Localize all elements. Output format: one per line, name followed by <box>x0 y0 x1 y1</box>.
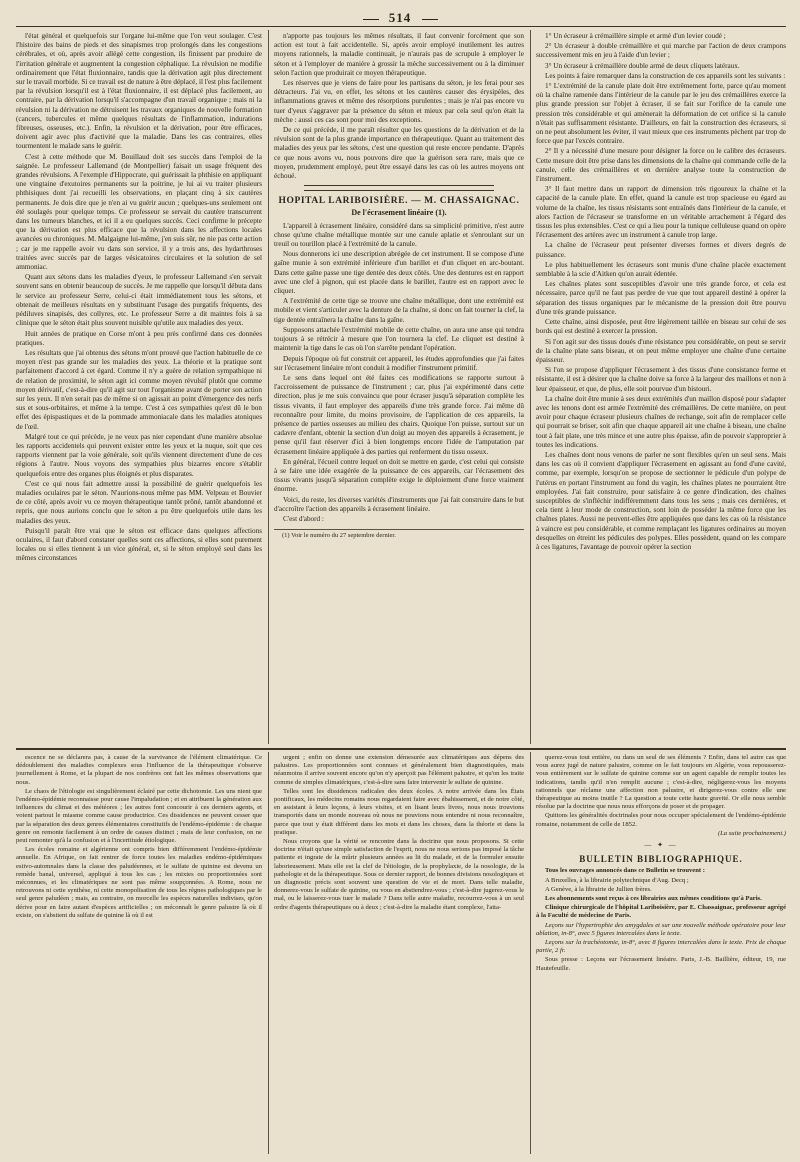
paragraph: 2° Un écraseur à double crémaillère et qui marche par l'action de deux crampons successivement mis en jeu à l'aide d'un levier ; <box>536 42 786 60</box>
bulletin-intro-line: A Bruxelles, à la librairie polytechnique d'Aug. Decq ; <box>545 876 689 884</box>
paragraph: Voici, du reste, les diverses variétés d'instruments que j'ai fait construire dans le but d'accroître l'action des appareils à écrasement linéaire. <box>274 495 524 513</box>
paragraph: Le sens dans lequel ont été faites ces modifications se rapporte surtout à l'accroissement de puissance de l'instrument ; car, plus j'ai expérimenté dans cette direction, plus je me suis convaincu que pour écraser jusqu'à séparation complète les tissus vivants, il faut employer des appareils d'une très grande force. J'ai même dû reconnaître pour limite, du moins provisoire, de l'application de ces appareils, la présence de parties osseuses au milieu des chairs. Quoique l'on puisse, surtout sur un cadavre d'enfant, obtenir la section d'un doigt au moyen des appareils à écrasement, je pense qu'il faut réserver d'ici à bien longtemps encore l'idée de l'amputation par écrasement linéaire appliquée à des parties qui renferment du tissu osseux. <box>274 373 524 456</box>
paragraph: C'est d'abord : <box>283 514 324 523</box>
section-separator <box>304 185 494 191</box>
paragraph: Le plus habituellement les écraseurs sont munis d'une chaîne placée exactement semblable à la scie d'Aitken qu'on aurait édentée. <box>536 260 786 279</box>
paragraph: A l'extrémité de cette tige se trouve une chaîne métallique, dont une extrémité est mobile et vient s'articuler avec la denture de la chaîne, si donc on fait tourner la clef, la tige dentée entraînera la chaîne dans la gaîne. <box>274 297 524 324</box>
paragraph: Cette chaîne, ainsi disposée, peut être légèrement taillée en biseau sur celui de ses bords qui est destiné à exercer la pression. <box>536 318 786 336</box>
column-divider <box>530 30 531 744</box>
paragraph: Depuis l'époque où fut construit cet appareil, les études approfondies que j'ai faites sur l'écrasement linéaire m'ont conduit à modifier l'instrument primitif. <box>274 354 524 372</box>
paragraph: Si l'on agit sur des tissus doués d'une résistance peu considérable, on peut se servir de la chaîne plate sans biseau, et on peut même employer une chaîne d'une certaine épaisseur. <box>536 337 786 364</box>
paragraph: Telles sont les dissidences radicales des deux écoles. A notre arrivée dans les États pontificaux, les médecins romains nous regardaient faire avec ébahissement, et de notre côté, en assistant à leurs leçons, à leurs visites, et en lisant leurs livres, nous nous trouvions transportés dans un monde nouveau où nous ne pouvions nous entendre ni nous reconnaître, parce que tout y était différent dans les mots et dans les choses, dans la théorie et dans la pratique. <box>274 787 524 836</box>
paragraph: L'appareil à écrasement linéaire, considéré dans sa simplicité primitive, n'est autre chose qu'une chaîne métallique montée sur une canule aplatie et s'enroulant sur un treuil ou tourillon placé à l'extrémité de la canule. <box>274 221 524 249</box>
paragraph: 2° Il y a nécessité d'une mesure pour désigner la force ou le calibre des écraseurs. Cette mesure doit être prise dans les dimensions de la chaîne qui commande celle de la canule, celle des crémaillères et en dernière analyse toute la construction de l'instrument. <box>536 147 786 184</box>
paragraph: querez-vous tout entière, ou dans un seul de ses éléments ? Enfin, dans tel autre cas que vous aurez jugé de nature palustre, comme on le fait toujours en Algérie, vous repousserez-vous entièrement sur le sulfate de quinine comme sur un agent capable de remplir toutes les indications, tandis qu'il n'en remplit aucune ; c'est-à-dire, négligerez-vous les moyens rationnels que réclame une affection non palustre, et dirigerez-vous contre elle une thérapeutique au moins inutile ? La question a toute cette haute gravité. Or elle nous semble résolue par la doctrine que nous nous efforçons de poser et de propager. <box>536 754 786 811</box>
paragraph: 1° Un écraseur à crémaillère simple et armé d'un levier coudé ; <box>545 32 726 40</box>
paragraph: Le chaos de l'étiologie est singulièrement éclairé par cette dichotomie. Les uns nient que l'endémo-épidémie reconnaisse pour cause l'impaludation ; et en attribuent la génération aux influences du climat et des météores ; les autres font concourir à ces derniers agents, et voient partout le miasme comme cause productrice. Ces dissidences ne peuvent cesser que par la séparation des deux genres élémentaires constitutifs de l'endémo-épidémie : de chaque genre on remonte facilement à un ordre de causes distinct ; mais de leur confusion, on ne peut remonter qu'à la confusion et à l'incertitude étiologique. <box>16 787 262 845</box>
paragraph: Huit années de pratique en Corse m'ont à peu près confirmé dans ces données pratiques. <box>16 329 262 347</box>
paragraph: escence ne se déclarera pas, à cause de la survivance de l'élément climatérique. Ce dédoublement des maladies complexes sous l'influence de la thérapeutique s'observe journellement à Rome, et la plupart de nos confrères ont fait les mêmes observations que nous. <box>16 754 262 786</box>
paragraph: 3° Un écraseur à crémaillère double armé de deux cliquets latéraux. <box>545 61 740 70</box>
paragraph: Les écoles romaine et algérienne ont compris bien différemment l'endémo-épidémie annuelle. En Afrique, on fait rentrer de force toutes les maladies endémo-épidémiques estivo-automnales dans la classe des paludéennes, et le sulfate de quinine est devenu un remède banal, universel, appliqué à tous les cas ; les mixtes ou proportionnées sont méconnues, et les climatériques ne sont pas même soupçonnées. A Rome, nous ne retrouvons ni cette synthèse, ni cette monopolisation de tous les règnes pathologiques par le seul genre paludéen ; mais, au contraire, on morcelle les espèces naturelles indivises, qu'on dérive pour en faire autant d'espèces artificielles ; on méconnaît le genre palustre là où il existe, on s'abstient du sulfate de quinine là où il est <box>16 846 262 919</box>
paragraph: 3° Il faut mettre dans un rapport de dimension très rigoureux la chaîne et la capacité de la canule plate. En effet, quand la canule est trop spacieuse eu égard au volume de la chaîne, les tissus résistants sont entraînés dans l'intérieur de la canule, et alors l'action de l'écraseur se transforme en un véritable arrachement à l'égard des tissus les plus extensibles. C'est ce qui a lieu pour la tunique celluleuse quand on opère l'écrasement des artères avec un instrument à canule trop large. <box>536 185 786 240</box>
bulletin-title: BULLETIN BIBLIOGRAPHIQUE. <box>579 854 743 865</box>
column-divider <box>268 30 269 744</box>
paragraph: n'apporte pas toujours les mêmes résultats, il faut convenir forcément que son action est tout à fait accidentelle. Si, après avoir employé inutilement les autres moyens rationnels, la maladie continuait, je n'aurais pas de scrupule à employer le séton et à l'employer de manière à grossir la mèche successivement ou à la diminuer selon l'action que produirait ce moyen thérapeutique. <box>274 32 524 77</box>
paragraph: De ce qui précède, il me paraît résulter que les questions de la dérivation et de la révulsion sont de la plus grande importance en thérapeutique. Quant au traitement des maladies des yeux par les sétons, c'est une question qui reste encore pendante. D'après ce que nous avons vu, nous pouvons dire que la guérison sera rare, mais que ce moyen, prudemment employé, peut être essayé dans les cas où les autres moyens ont échoué. <box>274 126 524 181</box>
page-number <box>0 10 800 26</box>
paragraph: Si l'on se propose d'appliquer l'écrasement à des tissus d'une consistance ferme et résistante, il est à désirer que la chaîne doive sa force à la largeur des maillons et non à leur épaisseur, et que, de plus, elle soit pourvue d'un bistouri. <box>536 366 786 393</box>
paragraph: Les chaînes dont nous venons de parler ne sont flexibles qu'en un seul sens. Mais dans les cas où il convient d'appliquer l'écrasement en agissant au fond d'une cavité, comme, par exemple, lorsqu'on se propose de sectionner le pédicule d'un polype de l'utérus en portant l'instrument au fond du vagin, les chaînes plates ne pourraient être employées. J'ai fait construire, pour satisfaire à ce genre d'indication, des chaînes susceptibles de s'infléchir indifféremment dans tous les sens ; mais ces dernières, et cela tient à leur mode de construction, sont loin de posséder la même force que les chaînes plates. Aussi ne peuvent-elles être appliquées que dans les cas où la résistance à vaincre est peu considérable, et comme remplaçant les ligatures ordinaires au moyen desquelles on étreint les pédicules des polypes. Elles possèdent, quand on les compare à ces ligatures, l'avantage de pouvoir opérer la section <box>536 450 786 551</box>
paragraph: Quant aux sétons dans les maladies d'yeux, le professeur Lallemand s'en servait souvent sans en obtenir beaucoup de succès. Je me rappelle que lorsqu'il débuta dans le service au professeur Serre, celui-ci était immédiatement tous les sétons, et obtenait de meilleurs résultats en y substituant l'usage des purgatifs fréquents, des pédiluves sinapisés, des collyres, etc. Le professeur Serre a dit maintes fois à sa clinique que le séton était plus souvent nuisible qu'utile aux maladies des yeux. <box>16 273 262 328</box>
bulletin-entry: Leçons sur l'hypertrophie des amygdales et sur une nouvelle méthode opératoire pour leur ablation, in-8°, avec 5 figures intercalées dans le texte. <box>536 921 786 937</box>
hospital-section-subtitle: De l'écrasement linéaire (1). <box>351 208 447 218</box>
paragraph: Les points à faire remarquer dans la construction de ces appareils sont les suivants : <box>545 71 786 80</box>
paragraph: Supposons attachée l'extrémité mobile de cette chaîne, on aura une anse qui tendra toujours à se rétrécir à mesure que l'on tournera la clef. Le cliquet est destiné à maintenir la tige dans le cas où l'on s'arrête pendant l'opération. <box>274 325 524 353</box>
ornament-divider: — ✦ — <box>644 841 678 850</box>
paragraph: l'état général et quelquefois sur l'organe lui-même que l'on veut soulager. C'est l'histoire des bains de pieds et des sinapismes trop prolongés dans les congestions cérébrales, et où, après avoir allégé cette congestion, ils finissent par produire de l'irritation générale et augmentent la congestion céphalique. La révulsion ne modifie ordinairement que l'état fluxionnaire, tandis que la dérivation agit plus directement sur le travail morbide. Si ce travail est de nature à être déplacé, il l'est plus facilement par la révulsion lorsqu'il est à l'état fluxionnaire, il est déplacé plus facilement, au contraire, par la dérivation lorsqu'il s'accompagne d'un travail organique ; mais ni la révulsion ni la dérivation ne détruisent les travaux organiques de nouvelle formation (cancers, tubercules et même quelques résultats de l'inflammation, indurations fibreuses, osseuses, etc.). Enfin, la révulsion et la dérivation, pour être efficaces, doivent agir avec plus d'activité que la maladie. Dans les cas contraires, elles tourmentent le malade sans le guérir. <box>16 32 262 151</box>
bottom-middle-column <box>274 754 524 1154</box>
paragraph: urgent ; enfin on donne une extension démesurée aux climatériques aux dépens des palustres. Les proportionnées sont connues et généralement bien diagnostiquées, mais néanmoins il arrive souvent encore qu'on n'y aperçoit pas l'élément palustre, et qu'on les traite comme de simples climatériques, c'est-à-dire sans faire intervenir le sulfate de quinine. <box>274 754 524 786</box>
page-number-text: 514 <box>388 10 412 25</box>
bulletin-entry: Leçons sur la trachéotomie, in-8°, avec 8 figures intercalées dans le texte. Prix de chaque partie, 2 fr. <box>536 939 786 955</box>
paragraph: Les résultats que j'ai obtenus des sétons m'ont prouvé que l'action habituelle de ce moyen n'est pas grande sur les maladies des yeux. La théorie et la pratique sont parfaitement d'accord à cet égard. Comme il n'y a guère de relation sympathique ni de relation de proximité, le séton agit ici comme moyen révulsif plutôt que comme moyen dérivatif, c'est-à-dire qu'il agit sur tout l'organisme avant de porter son action sur les yeux. Il n'en serait pas de même si on agissait au point d'émergence des nerfs sus et sous-orbitaires, et même à la tempe. C'est à ces sympathies qu'est dû le bon effet des épispastiques et de la pommade ammoniacale dans les maladies atoniques de l'œil. <box>16 348 262 431</box>
paragraph: La chaîne de l'écraseur peut présenter diverses formes et divers degrés de puissance. <box>536 241 786 259</box>
hospital-section-title: HOPITAL LARIBOISIÈRE. — M. CHASSAIGNAC. <box>278 196 520 207</box>
paragraph: Nous donnerons ici une description abrégée de cet instrument. Il se compose d'une gaîne munie à son extrémité inférieure d'un barillet et d'un cliquet en arc-boutant. Dans cette gaîne passe une tige dentée des deux côtés. Une des dentures est en rapport avec une clef à pignon, qui est placée dans le barillet, l'autre est en rapport avec le cliquet. <box>274 250 524 296</box>
column-divider <box>530 752 531 1154</box>
paragraph: C'est à cette méthode que M. Bouillaud doit ses succès dans l'emploi de la saignée. Le professeur Lallemand (de Montpellier) faisait un usage fréquent des grandes révulsions. A l'exemple d'Hippocrate, qui guérissait la phthisie en appliquant une vingtaine d'exutoires permanents sur la poitrine, je lui ai vu traiter plusieurs phthisiques dont j'ai recueilli les observations, en plaçant cinq à six cautères permanents. Je dois dire que je n'en ai vu guérir aucun ; quelques-uns seulement ont été soulagés pour quelque temps. Ce professeur se servait du cautère transcurrent dans les tumeurs blanches, et ici il a eu quelques succès. Ceci confirme le précepte que la dérivation est plus efficace que la révulsion dans les affections locales avancées ou chroniques. M. Malgaigne lui-même, j'en suis sûr, ne nie pas cette action ; car je me rappelle avoir vu dans son service, il y a trois ans, des hydarthroses traitées avec succès par de larges vésicatoires circulaires et la solution de sel ammoniac. <box>16 152 262 272</box>
bulletin-entry: Clinique chirurgicale de l'hôpital Lariboisière, par E. Chassaignac, professeur agrégé à la Faculté de médecine de Paris. <box>536 904 786 920</box>
paragraph: Les chaînes plates sont susceptibles d'avoir une très grande force, et cela est nécessaire, parce qu'il ne faut pas perdre de vue que tout appareil destiné à opérer la séparation des tissus organiques par le mécanisme de la pression doit être pourvu d'une très grande puissance. <box>536 280 786 316</box>
top-middle-column <box>274 32 524 744</box>
bottom-right-column <box>536 754 786 1154</box>
header-rule <box>16 26 786 27</box>
bulletin-intro-line: A Genève, à la librairie de Jullien frères. <box>545 885 652 893</box>
paragraph: Malgré tout ce qui précède, je ne veux pas nier cependant d'une manière absolue les rapports accidentels qui peuvent exister entre les yeux et la nuque, soit que ces rapports viennent par la voie générale, soit qu'ils viennent directement d'une de ces régions à l'autre. Nous voyons des sympathies plus bizarres encore s'établir quelquefois entre des organes plus éloignés et plus disparates. <box>16 432 262 478</box>
top-right-column <box>536 32 786 744</box>
bulletin-entry: Sous presse : Leçons sur l'écrasement linéaire. Paris, J.-B. Baillière, éditeur, 19, rue Hautefeuille. <box>536 956 786 972</box>
paragraph: Nous croyons que la vérité se rencontre dans la doctrine que nous proposons. Si cette doctrine n'était qu'une simple satisfaction de l'esprit, nous ne nous serions pas imposé la tâche patiente et ingrate de la mûrir plusieurs années au lit du malade, et de la formuler ensuite laborieusement. Mais elle est la clef de l'étiologie, de la prophylaxie, de la nosologie, de la pathologie et de la thérapeutique. Sous ce dernier rapport, de bonnes divisions nosologiques et un diagnostic précis sont souvent une question de vie et de mort. Dans telle maladie, donnerez-vous le sulfate de quinine, ou vous en abstiendrez-vous ; c'est-à-dire jugerez-vous le mal, ou le laisserez-vous tuer le malade ? Dans telle autre maladie, recourrez-vous à un seul ordre d'agents thérapeutiques ou à deux ; c'est-à-dire la maladie étant complexe, l'atta- <box>274 838 524 911</box>
feuilleton-rule <box>16 748 786 750</box>
paragraph: Les réserves que je viens de faire pour les partisans du séton, je les ferai pour ses détracteurs. J'ai vu, en effet, les sétons et les cautères causer des érysipèles, des inflammations graves et même des résorptions purulentes ; mais je n'ai pas encore vu tuer d'yeux s'aggraver par la présence du séton et mieux par cela seul qu'on était la mèche : aussi ces cas sont pour moi des exceptions. <box>274 79 524 124</box>
footnote: (1) Voir le numéro du 27 septembre dernier. <box>274 529 524 540</box>
bulletin-intro-line: Les abonnements sont reçus à ces librairies aux mêmes conditions qu'à Paris. <box>545 895 762 903</box>
bulletin-intro <box>536 867 786 903</box>
bottom-left-column <box>16 754 262 1154</box>
paragraph: 1° L'extrémité de la canule plate doit être extrêmement forte, parce qu'au moment où la chaîne ramenée dans l'intérieur de la canule par le jeu des crémaillères exerce la plus grande pression sur l'objet à écraser, il se fait sur l'orifice de la canule une pression très considérable et qui amènerait la déformation de cet orifice si la canule n'était pas suffisamment résistante. D'ailleurs, en fait la construction des écraseurs, si on ne peut absolument les éviter, il vaut mieux que ces instruments pèchent par trop de force que par l'excès contraire. <box>536 82 786 146</box>
column-divider <box>268 752 269 1154</box>
paragraph: La chaîne doit être munie à ses deux extrémités d'un maillon disposé pour s'adapter avec les tenons dont est armée l'extrémité des crémaillères. De cette manière, on peut avoir pour chaque écraseur plusieurs chaînes de rechange, soit afin de remplacer celle qui pourrait se briser, soit afin que chaque appareil ait une chaîne à biseau, une chaîne tout à fait plate, une très mince et une autre plus épaisse, afin de pouvoir s'approprier à toutes les indications. <box>536 394 786 449</box>
paragraph: Puisqu'il paraît être vrai que le séton est efficace dans quelques affections oculaires, il faut d'abord constater quelles sont ces affections, si elles sont purement locales ou si elles tiennent à un vice général, et, si le séton employé seul dans les mêmes circonstances <box>16 526 262 563</box>
paragraph: En général, l'écueil contre lequel on doit se mettre en garde, c'est celui qui consiste à se faire une idée exagérée de la puissance de ces appareils, car l'écrasement des tissus vivants jusqu'à séparation complète exige le déploiement d'une force vraiment énorme. <box>274 457 524 494</box>
paragraph: Quittons les généralités doctrinales pour nous occuper spécialement de l'endémo-épidémie romaine, notamment de celle de 1852. <box>536 812 786 828</box>
paragraph: C'est ce qui nous fait admettre aussi la possibilité de guérir quelquefois les maladies oculaires par le séton. N'aurions-nous même pas MM. Velpeau et Bouvier de ce côté, après avoir vu ce moyen thérapeutique tantôt prôné, tantôt abandonné et repris, que nous aurions conclu que le séton a pu être quelquefois utile dans les maladies des yeux. <box>16 479 262 525</box>
bulletin-intro-line: Tous les ouvrages annoncés dans ce Bulletin se trouvent : <box>545 867 705 875</box>
top-left-column <box>16 32 262 744</box>
to-be-continued: (La suite prochainement.) <box>717 829 786 837</box>
